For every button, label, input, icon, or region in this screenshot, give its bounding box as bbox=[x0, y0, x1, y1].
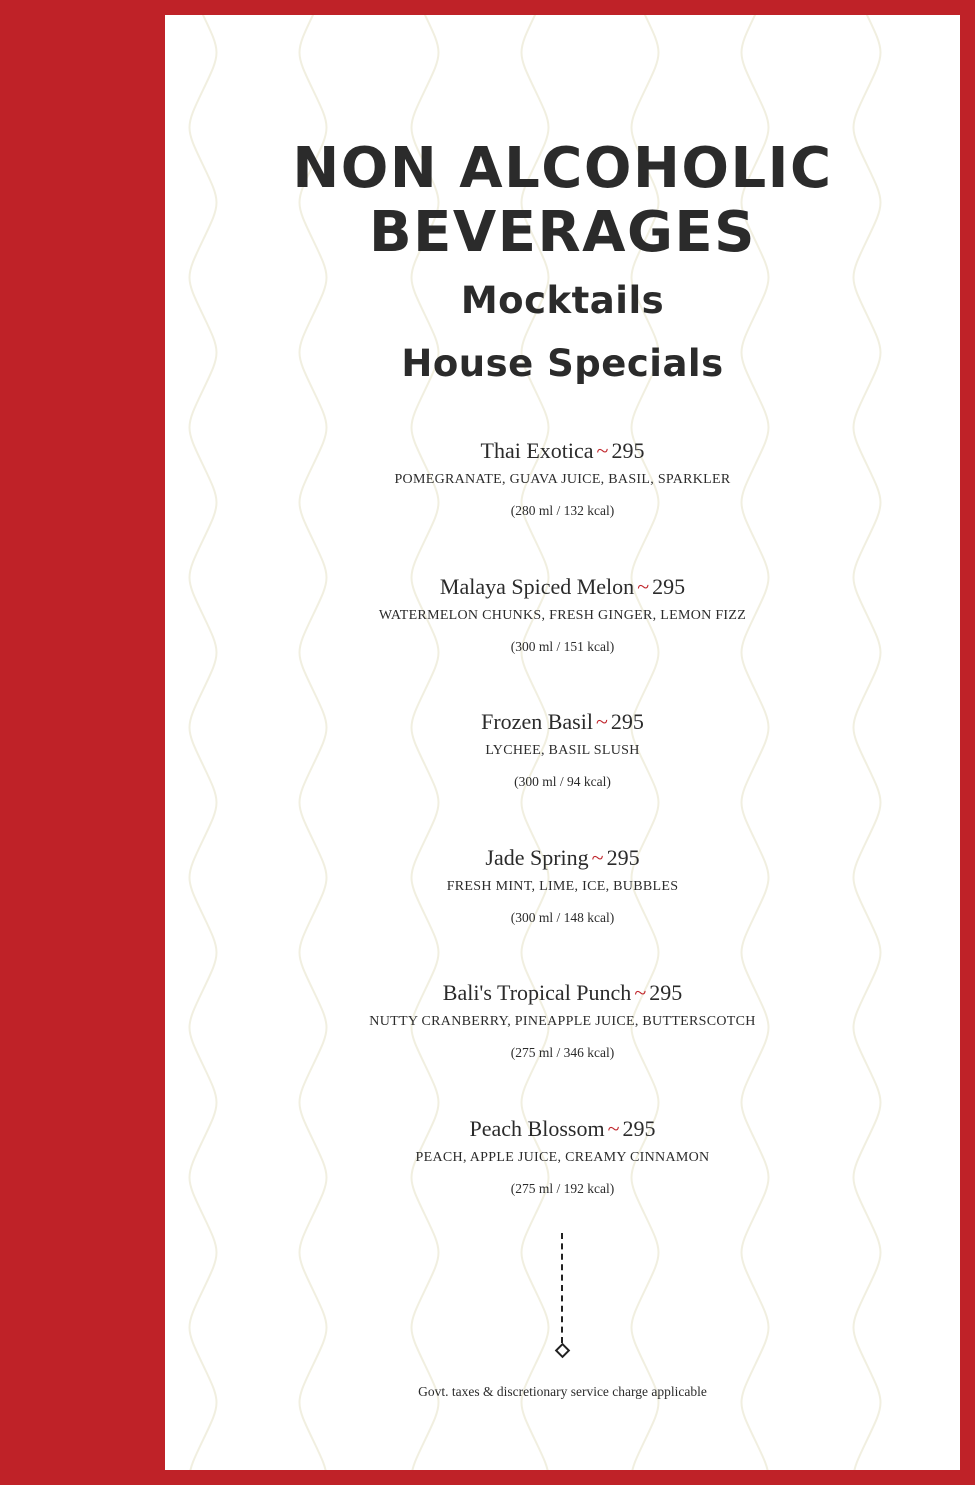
menu-item-title-line bbox=[165, 437, 960, 467]
menu-item bbox=[165, 1115, 960, 1251]
menu-item-title-line bbox=[165, 844, 960, 874]
menu-item-nutrition: (300 ml / 148 kcal) bbox=[510, 909, 615, 925]
menu-item-description: NUTTY CRANBERRY, PINEAPPLE JUICE, BUTTERSCOTCH bbox=[369, 1014, 756, 1029]
menu-item-price: 295 bbox=[610, 709, 644, 734]
section-subtitle-mocktails: Mocktails bbox=[460, 279, 665, 322]
menu-items-list bbox=[165, 437, 960, 1250]
section-subtitle-house-specials: House Specials bbox=[401, 342, 724, 385]
footer-note: Govt. taxes & discretionary service charge applicable bbox=[418, 1384, 707, 1399]
menu-item-description: FRESH MINT, LIME, ICE, BUBBLES bbox=[446, 878, 679, 894]
menu-content bbox=[165, 15, 960, 1470]
menu-item bbox=[165, 708, 960, 844]
menu-item-nutrition: (275 ml / 346 kcal) bbox=[510, 1045, 615, 1060]
menu-item-title-line bbox=[165, 708, 960, 738]
menu-item-price: 295 bbox=[652, 573, 686, 599]
menu-item bbox=[165, 437, 960, 573]
menu-item-description: LYCHEE, BASIL SLUSH bbox=[485, 743, 640, 758]
menu-item-price: 295 bbox=[611, 438, 645, 463]
tilde-separator-icon: ~ bbox=[607, 1115, 620, 1141]
menu-item-name: Jade Spring bbox=[485, 844, 589, 870]
menu-item bbox=[165, 573, 960, 709]
diamond-icon bbox=[555, 1343, 571, 1359]
menu-item-name: Peach Blossom bbox=[469, 1115, 605, 1141]
menu-item-nutrition: (300 ml / 94 kcal) bbox=[514, 774, 611, 789]
tilde-separator-icon: ~ bbox=[591, 844, 604, 870]
tilde-separator-icon: ~ bbox=[596, 438, 609, 463]
menu-item-nutrition: (300 ml / 151 kcal) bbox=[510, 638, 615, 654]
menu-item-title-line bbox=[165, 573, 960, 603]
menu-item-description: WATERMELON CHUNKS, FRESH GINGER, LEMON FIZZ bbox=[378, 607, 747, 623]
tilde-separator-icon: ~ bbox=[634, 980, 647, 1005]
menu-item-title-line bbox=[165, 979, 960, 1009]
menu-item bbox=[165, 979, 960, 1115]
menu-item-name: Frozen Basil bbox=[481, 709, 593, 734]
menu-item-description: PEACH, APPLE JUICE, CREAMY CINNAMON bbox=[415, 1149, 710, 1165]
menu-item-description: POMEGRANATE, GUAVA JUICE, BASIL, SPARKLER bbox=[394, 472, 731, 487]
menu-item-price: 295 bbox=[622, 1115, 656, 1141]
tilde-separator-icon: ~ bbox=[637, 573, 650, 599]
menu-item-price: 295 bbox=[649, 980, 683, 1005]
menu-item-nutrition: (275 ml / 192 kcal) bbox=[510, 1180, 615, 1196]
menu-item bbox=[165, 844, 960, 980]
menu-item-nutrition: (280 ml / 132 kcal) bbox=[510, 503, 615, 518]
menu-item-name: Malaya Spiced Melon bbox=[439, 573, 635, 599]
menu-item-price: 295 bbox=[606, 844, 640, 870]
dashed-divider-line bbox=[561, 1233, 563, 1343]
menu-item-name: Bali's Tropical Punch bbox=[442, 980, 632, 1005]
menu-page bbox=[165, 15, 960, 1470]
menu-item-title-line bbox=[165, 1115, 960, 1145]
menu-item-name: Thai Exotica bbox=[480, 438, 594, 463]
page-title: NON ALCOHOLIC BEVERAGES bbox=[292, 136, 833, 265]
tilde-separator-icon: ~ bbox=[595, 709, 608, 734]
